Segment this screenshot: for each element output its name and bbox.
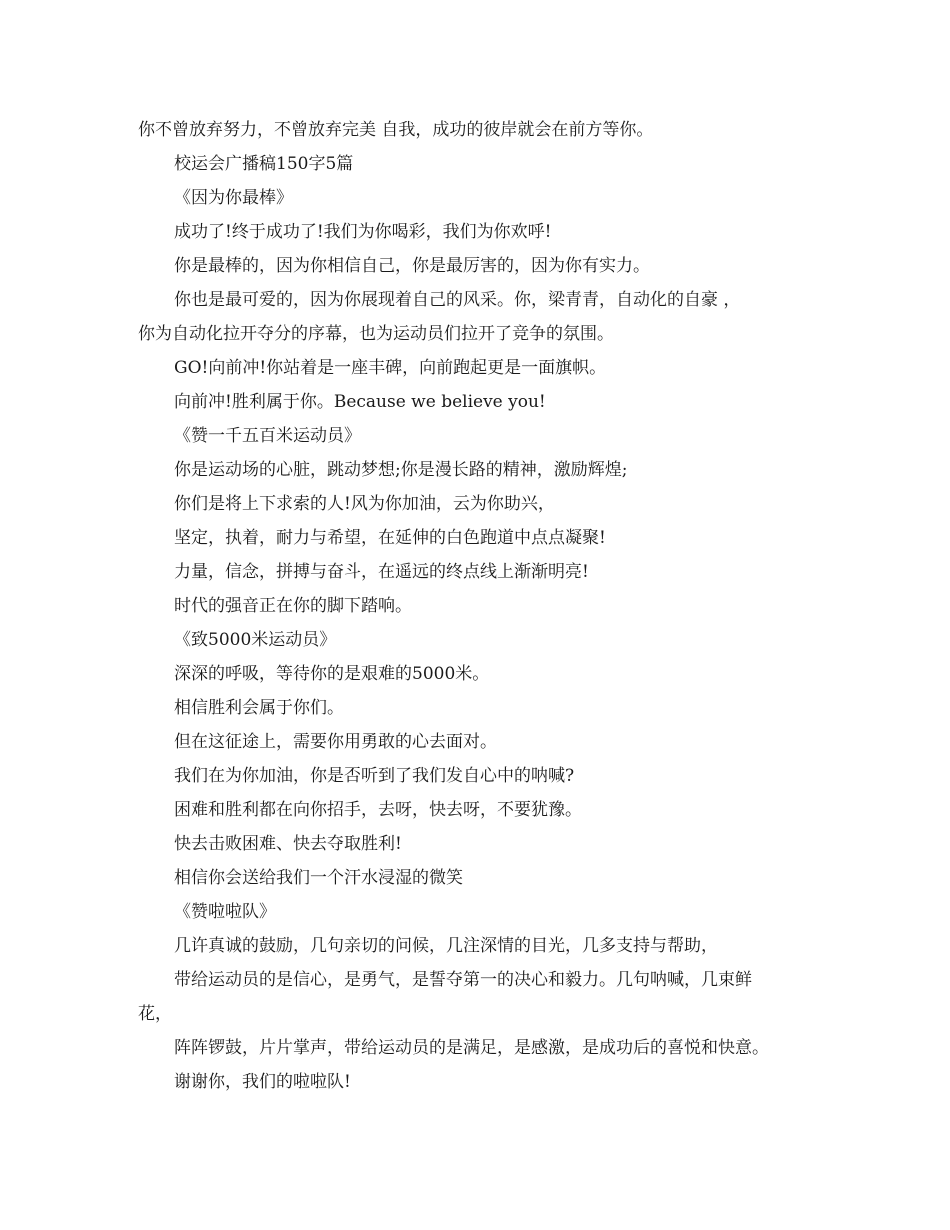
- text-line: 我们在为你加油，你是否听到了我们发自心中的呐喊?: [174, 766, 575, 786]
- text-line: 快去击败困难、快去夺取胜利!: [174, 834, 402, 854]
- text-line: 力量，信念，拼搏与奋斗，在遥远的终点线上渐渐明亮!: [174, 562, 589, 582]
- section-heading: 校运会广播稿150字5篇: [174, 154, 354, 174]
- text-line: 相信你会送给我们一个汗水浸湿的微笑: [174, 868, 463, 888]
- text-line: 时代的强音正在你的脚下踏响。: [174, 596, 412, 616]
- text-line: 成功了!终于成功了!我们为你喝彩，我们为你欢呼!: [174, 222, 552, 242]
- text-line: 花，: [138, 1004, 172, 1024]
- text-line: 相信胜利会属于你们。: [174, 698, 344, 718]
- text-line: 坚定，执着，耐力与希望，在延伸的白色跑道中点点凝聚!: [174, 528, 606, 548]
- poem-title: 《因为你最棒》: [174, 188, 293, 208]
- text-line: 带给运动员的是信心，是勇气，是誓夺第一的决心和毅力。几句呐喊，几束鲜: [174, 970, 752, 990]
- text-line: 阵阵锣鼓，片片掌声，带给运动员的是满足，是感激，是成功后的喜悦和快意。: [174, 1038, 769, 1058]
- poem-title: 《致5000米运动员》: [174, 630, 337, 650]
- text-line: 几许真诚的鼓励，几句亲切的问候，几注深情的目光，几多支持与帮助，: [174, 936, 718, 956]
- text-line: 深深的呼吸，等待你的是艰难的5000米。: [174, 664, 490, 684]
- text-line: 向前冲!胜利属于你。Because we believe you!: [174, 392, 546, 412]
- document-body: [138, 113, 838, 1099]
- text-line: 你为自动化拉开夺分的序幕，也为运动员们拉开了竞争的氛围。: [138, 324, 614, 344]
- text-line: 谢谢你，我们的啦啦队!: [174, 1072, 351, 1092]
- poem-title: 《赞一千五百米运动员》: [174, 426, 361, 446]
- text-line: 你们是将上下求索的人!风为你加油，云为你助兴，: [174, 494, 555, 514]
- text-line: 你是最棒的，因为你相信自己，你是最厉害的，因为你有实力。: [174, 256, 650, 276]
- text-line: GO!向前冲!你站着是一座丰碑，向前跑起更是一面旗帜。: [174, 358, 607, 378]
- text-line: 你也是最可爱的，因为你展现着自己的风采。你，梁青青，自动化的自豪 ，: [174, 290, 741, 310]
- text-line: 困难和胜利都在向你招手，去呀，快去呀，不要犹豫。: [174, 800, 582, 820]
- text-line: 你是运动场的心脏，跳动梦想;你是漫长路的精神，激励辉煌;: [174, 460, 628, 480]
- text-line: 你不曾放弃努力，不曾放弃完美 自我，成功的彼岸就会在前方等你。: [138, 120, 654, 140]
- text-line: 但在这征途上，需要你用勇敢的心去面对。: [174, 732, 497, 752]
- poem-title: 《赞啦啦队》: [174, 902, 276, 922]
